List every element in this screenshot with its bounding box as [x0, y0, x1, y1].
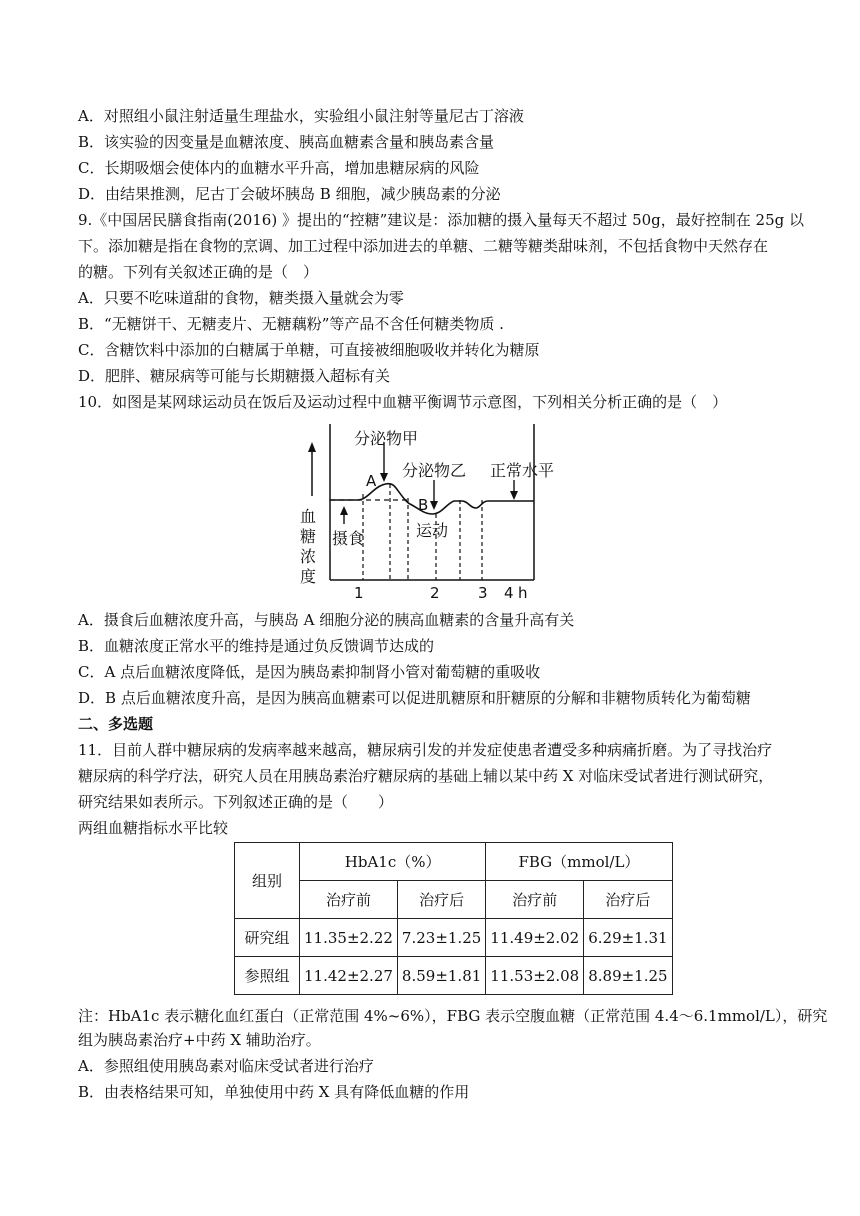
q9-option-b: B．“无糖饼干、无糖麦片、无糖藕粉”等产品不含任何糖类物质 . [78, 315, 504, 333]
label-secretion-b: 分泌物乙 [402, 461, 467, 480]
table-cell: 11.42±2.27 [300, 957, 398, 995]
label-secretion-a: 分泌物甲 [354, 429, 419, 448]
q9-option-c: C．含糖饮料中添加的白糖属于单糖，可直接被细胞吸收并转化为糖原 [78, 341, 540, 359]
glucose-curve [330, 484, 534, 514]
table-cell: 6.29±1.31 [584, 919, 672, 957]
y-label-3: 浓 [300, 547, 317, 566]
q9-option-a: A．只要不吃味道甜的食物，糖类摄入量就会为零 [78, 289, 404, 307]
q8-option-c: C．长期吸烟会使体内的血糖水平升高，增加患糖尿病的风险 [78, 159, 480, 177]
row-group: 研究组 [235, 919, 300, 957]
table-cell: 11.35±2.22 [300, 919, 398, 957]
q10-option-a: A．摄食后血糖浓度升高，与胰岛 A 细胞分泌的胰高血糖素的含量升高有关 [78, 611, 575, 629]
glucose-comparison-table [234, 842, 673, 995]
q10-option-b: B．血糖浓度正常水平的维持是通过负反馈调节达成的 [78, 637, 435, 655]
tick-4: 4 [504, 584, 514, 600]
tick-1: 1 [354, 584, 364, 600]
q10-option-d: D．B 点后血糖浓度升高，是因为胰高血糖素可以促进肌糖原和肝糖原的分解和非糖物质转化为葡萄糖 [78, 689, 751, 707]
blood-glucose-figure [296, 424, 566, 600]
sub-header: 治疗后 [584, 881, 672, 919]
label-eat: 摄食 [332, 529, 365, 548]
tick-3: 3 [478, 584, 488, 600]
table-row [235, 919, 673, 957]
q11-stem-line-1: 11．目前人群中糖尿病的发病率越来越高，糖尿病引发的并发症使患者遭受多种病痛折磨。为了寻找治疗 [78, 741, 773, 759]
note-line-1: 注：HbA1c 表示糖化血红蛋白（正常范围 4%~6%），FBG 表示空腹血糖（正常范围 4.4～6.1mmol/L），研究 [78, 1007, 828, 1025]
group-header: 组别 [235, 843, 300, 919]
y-label-2: 糖 [300, 527, 317, 546]
point-a: A [366, 472, 377, 490]
q10-option-c: C．A 点后血糖浓度降低，是因为胰岛素抑制肾小管对葡萄糖的重吸收 [78, 663, 541, 681]
tick-2: 2 [430, 584, 440, 600]
label-normal: 正常水平 [490, 461, 555, 480]
q9-stem-line-3: 的糖。下列有关叙述正确的是（ ） [78, 263, 319, 281]
section-title: 二、多选题 [78, 715, 154, 733]
y-label-1: 血 [300, 507, 317, 526]
table-cell: 11.49±2.02 [486, 919, 584, 957]
q11-option-b: B．由表格结果可知，单独使用中药 X 具有降低血糖的作用 [78, 1083, 470, 1101]
sub-header: 治疗前 [300, 881, 398, 919]
q8-option-b: B．该实验的因变量是血糖浓度、胰高血糖素含量和胰岛素含量 [78, 133, 495, 151]
point-b: B [418, 496, 429, 514]
table-row [235, 957, 673, 995]
x-unit: h [518, 584, 528, 600]
q9-stem-line-2: 下。添加糖是指在食物的烹调、加工过程中添加进去的单糖、二糖等糖类甜味剂，不包括食物中天然存在 [78, 237, 769, 255]
q10-stem: 10．如图是某网球运动员在饭后及运动过程中血糖平衡调节示意图，下列相关分析正确的是（ ） [78, 393, 728, 411]
row-group: 参照组 [235, 957, 300, 995]
label-exercise: 运动 [416, 521, 449, 540]
note-line-2: 组为胰岛素治疗+中药 X 辅助治疗。 [78, 1031, 321, 1049]
q9-option-d: D．肥胖、糖尿病等可能与长期糖摄入超标有关 [78, 367, 391, 385]
table-cell: 8.89±1.25 [584, 957, 672, 995]
table-caption: 两组血糖指标水平比较 [78, 819, 229, 837]
q11-stem-line-3: 研究结果如表所示。下列叙述正确的是（ ） [78, 793, 394, 811]
q11-stem-line-2: 糖尿病的科学疗法，研究人员在用胰岛素治疗糖尿病的基础上辅以某中药 X 对临床受试者进行测试研究， [78, 767, 774, 785]
sub-header: 治疗后 [397, 881, 485, 919]
table-cell: 8.59±1.81 [397, 957, 485, 995]
sub-header: 治疗前 [486, 881, 584, 919]
q8-option-a: A．对照组小鼠注射适量生理盐水，实验组小鼠注射等量尼古丁溶液 [78, 107, 524, 125]
table-cell: 7.23±1.25 [397, 919, 485, 957]
hba1c-header: HbA1c（%） [300, 843, 486, 881]
table-cell: 11.53±2.08 [486, 957, 584, 995]
q8-option-d: D．由结果推测，尼古丁会破坏胰岛 B 细胞，减少胰岛素的分泌 [78, 185, 501, 203]
y-label-4: 度 [300, 567, 317, 586]
q9-stem-line-1: 9.《中国居民膳食指南(2016) 》提出的“控糖”建议是：添加糖的摄入量每天不超过 50g，最好控制在 25g 以 [78, 211, 804, 229]
fbg-header: FBG（mmol/L） [486, 843, 672, 881]
q11-option-a: A．参照组使用胰岛素对临床受试者进行治疗 [78, 1057, 374, 1075]
